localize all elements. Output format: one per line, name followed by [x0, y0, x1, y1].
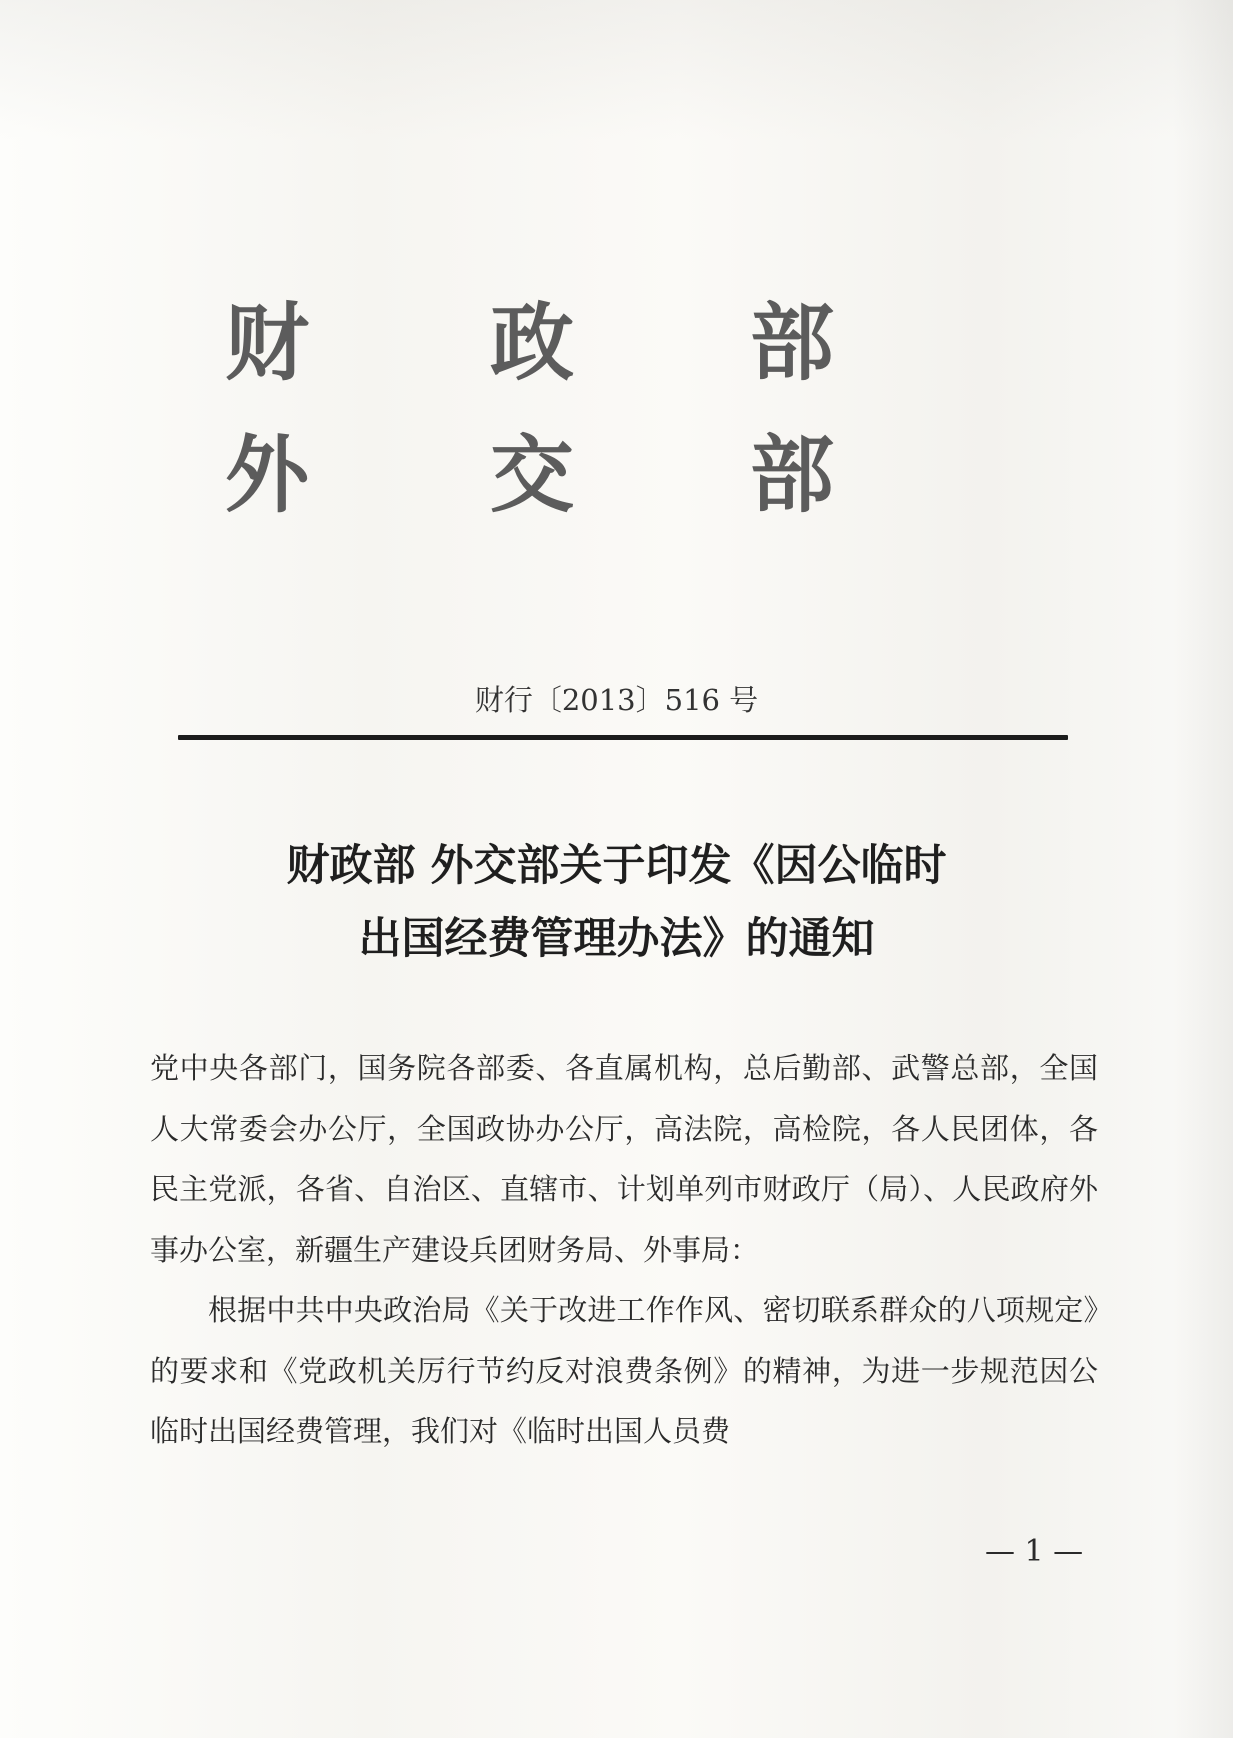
- header-char: 外: [225, 425, 310, 524]
- document-title-line-1: 财政部 外交部关于印发《因公临时: [286, 841, 947, 891]
- header-char: 政: [490, 293, 575, 392]
- header-char: 部: [750, 293, 835, 392]
- document-title-line-2: 出国经费管理办法》的通知: [358, 914, 875, 964]
- issuer-header-line-2: [0, 420, 1233, 530]
- document-body: [150, 1038, 1098, 1462]
- issuer-header-line-1: [0, 288, 1233, 398]
- recipients-paragraph: 党中央各部门，国务院各部委、各直属机构，总后勤部、武警总部，全国人大常委会办公厅，全国政协办公厅，高法院，高检院，各人民团体，各民主党派，各省、自治区、直辖市、计划单列市财政厅（局）、人民政府外事办公室，新疆生产建设兵团财务局、外事局：: [150, 1051, 1098, 1267]
- header-separator-line: [178, 735, 1068, 740]
- header-char: 交: [490, 425, 575, 524]
- document-number: 财行〔2013〕516 号: [474, 683, 759, 717]
- header-char: 部: [750, 425, 835, 524]
- body-paragraph: 根据中共中央政治局《关于改进工作作风、密切联系群众的八项规定》的要求和《党政机关厉行节约反对浪费条例》的精神，为进一步规范因公临时出国经费管理，我们对《临时出国人员费: [150, 1293, 1098, 1448]
- page-number: — 1 —: [985, 1534, 1084, 1569]
- scan-shadow-top: [0, 0, 1233, 140]
- header-char: 财: [225, 293, 310, 392]
